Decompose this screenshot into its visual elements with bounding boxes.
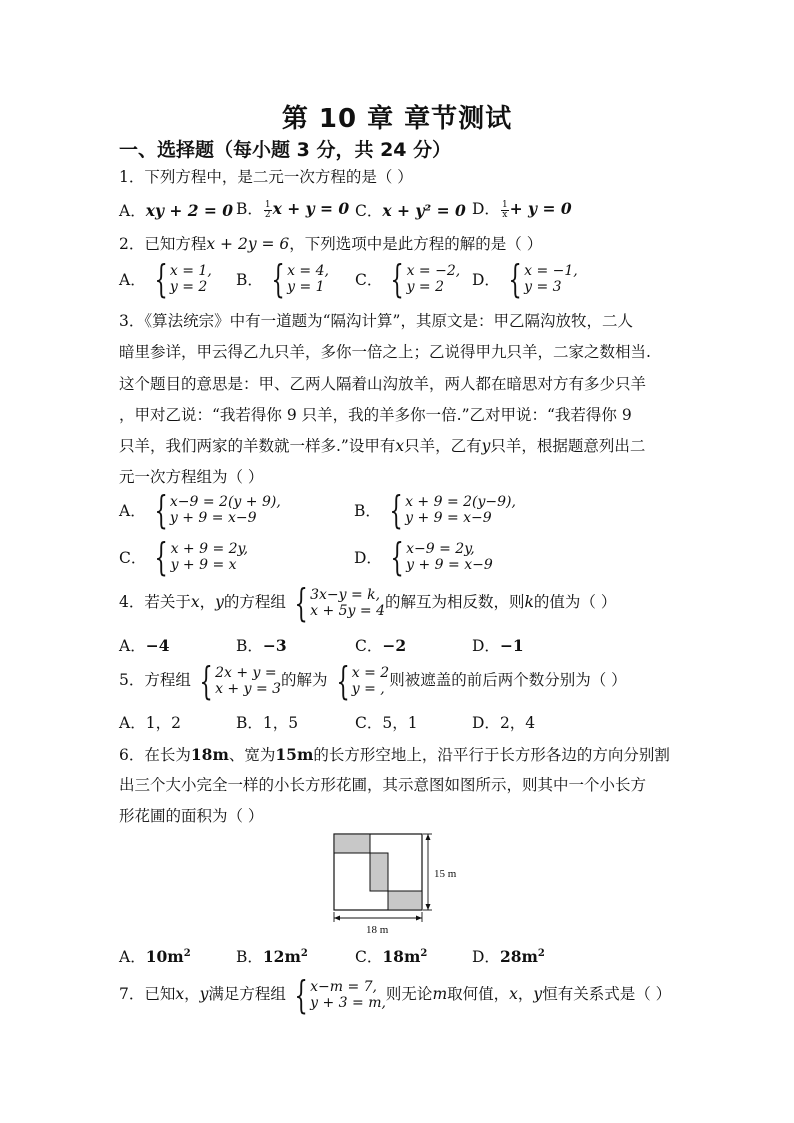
q3-option-d: D． { x−9 = 2y, y + 9 = x−9: [354, 535, 493, 579]
q4-option-a: A．−4: [119, 636, 170, 655]
height-label: 15 m: [434, 868, 457, 880]
q6-option-d: D．$28m^2$: [472, 947, 545, 966]
garden-bed: [370, 853, 388, 891]
fraction: $\frac{1}{x}$: [501, 199, 508, 220]
question-1-stem: 1．下列方程中，是二元一次方程的是（ ）: [119, 168, 413, 186]
question-4-stem: 4．若关于x，y的方程组 { 3x−y = k, x + 5y = 4 的解互为相反数，则k的值为（ ）: [119, 581, 617, 625]
q2-option-b: B． { x = 4, y = 1: [236, 257, 329, 301]
fraction: $\frac{1}{2}$: [264, 199, 271, 220]
garden-bed: [388, 891, 422, 910]
q5-option-d: D．2，4: [472, 714, 536, 732]
q6-option-c: C．$18m^2$: [355, 947, 428, 966]
q1-option-a: A．xy + 2 = 0: [119, 201, 234, 220]
q3-option-b: B． { x + 9 = 2(y−9), y + 9 = x−9: [354, 488, 516, 532]
width-label: 18 m: [366, 924, 389, 936]
garden-bed: [334, 834, 370, 853]
question-3-line: 3．《算法统宗》中有一道题为“隔沟计算”，其原文是：甲乙隔沟放牧，二人: [119, 312, 633, 330]
question-3-line: 元一次方程组为（ ）: [119, 468, 264, 486]
q3-option-a: A． { x−9 = 2(y + 9), y + 9 = x−9: [119, 488, 281, 532]
question-3-line: 这个题目的意思是：甲、乙两人隔着山沟放羊，两人都在暗思对方有多少只羊: [119, 375, 647, 393]
section-heading: 一、选择题（每小题 3 分，共 24 分）: [119, 139, 452, 161]
q1-option-d: D． $\frac{1}{x}$ + y = 0: [472, 199, 572, 220]
q5-option-c: C．5，1: [355, 714, 418, 732]
q6-option-b: B．$12m^2$: [236, 947, 308, 966]
q4-option-d: D．−1: [472, 636, 524, 655]
q2-option-d: D． { x = −1, y = 3: [472, 257, 578, 301]
page-title: 第 10 章 章节测试: [281, 104, 513, 134]
q5-option-a: A．1，2: [119, 714, 181, 732]
question-6-line: 形花圃的面积为（ ）: [119, 807, 264, 825]
question-3-line: ，甲对乙说：“我若得你 9 只羊，我的羊多你一倍.”乙对甲说：“我若得你 9: [119, 406, 632, 424]
q6-option-a: A．$10m^2$: [119, 947, 191, 966]
question-3-line: 暗里参详，甲云得乙九只羊，多你一倍之上；乙说得甲九只羊，二家之数相当.: [119, 343, 651, 361]
q1-option-b: B． $\frac{1}{2}$ x + y = 0: [236, 199, 350, 220]
q5-option-b: B．1，5: [236, 714, 299, 732]
q4-option-b: B．−3: [236, 636, 287, 655]
question-3-line: 只羊，我们两家的羊数就一样多.”设甲有x只羊，乙有y只羊，根据题意列出二: [119, 437, 646, 455]
question-7-stem: 7．已知x，y满足方程组 { x−m = 7, y + 3 = m, 则无论m取何值，x，y恒有关系式是（ ）: [119, 973, 672, 1017]
garden-diagram: [332, 832, 472, 942]
q2-option-a: A． { x = 1, y = 2: [119, 257, 212, 301]
question-5-stem: 5．方程组 { 2x + y = x + y = 3 的解为 { x = 2 y = , 则被遮盖的前后两个数分别为（ ）: [119, 659, 627, 703]
question-6-line: 6．在长为18m、宽为15m的长方形空地上，沿平行于长方形各边的方向分别割: [119, 745, 670, 764]
q1-option-c: C．x + y² = 0: [355, 201, 466, 220]
q4-option-c: C．−2: [355, 636, 407, 655]
question-2-stem: 2．已知方程x + 2y = 6，下列选项中是此方程的解的是（ ）: [119, 235, 543, 253]
question-6-line: 出三个大小完全一样的小长方形花圃，其示意图如图所示，则其中一个小长方: [119, 776, 647, 794]
q3-option-c: C． { x + 9 = 2y, y + 9 = x: [119, 535, 249, 579]
q2-option-c: C． { x = −2, y = 2: [355, 257, 461, 301]
